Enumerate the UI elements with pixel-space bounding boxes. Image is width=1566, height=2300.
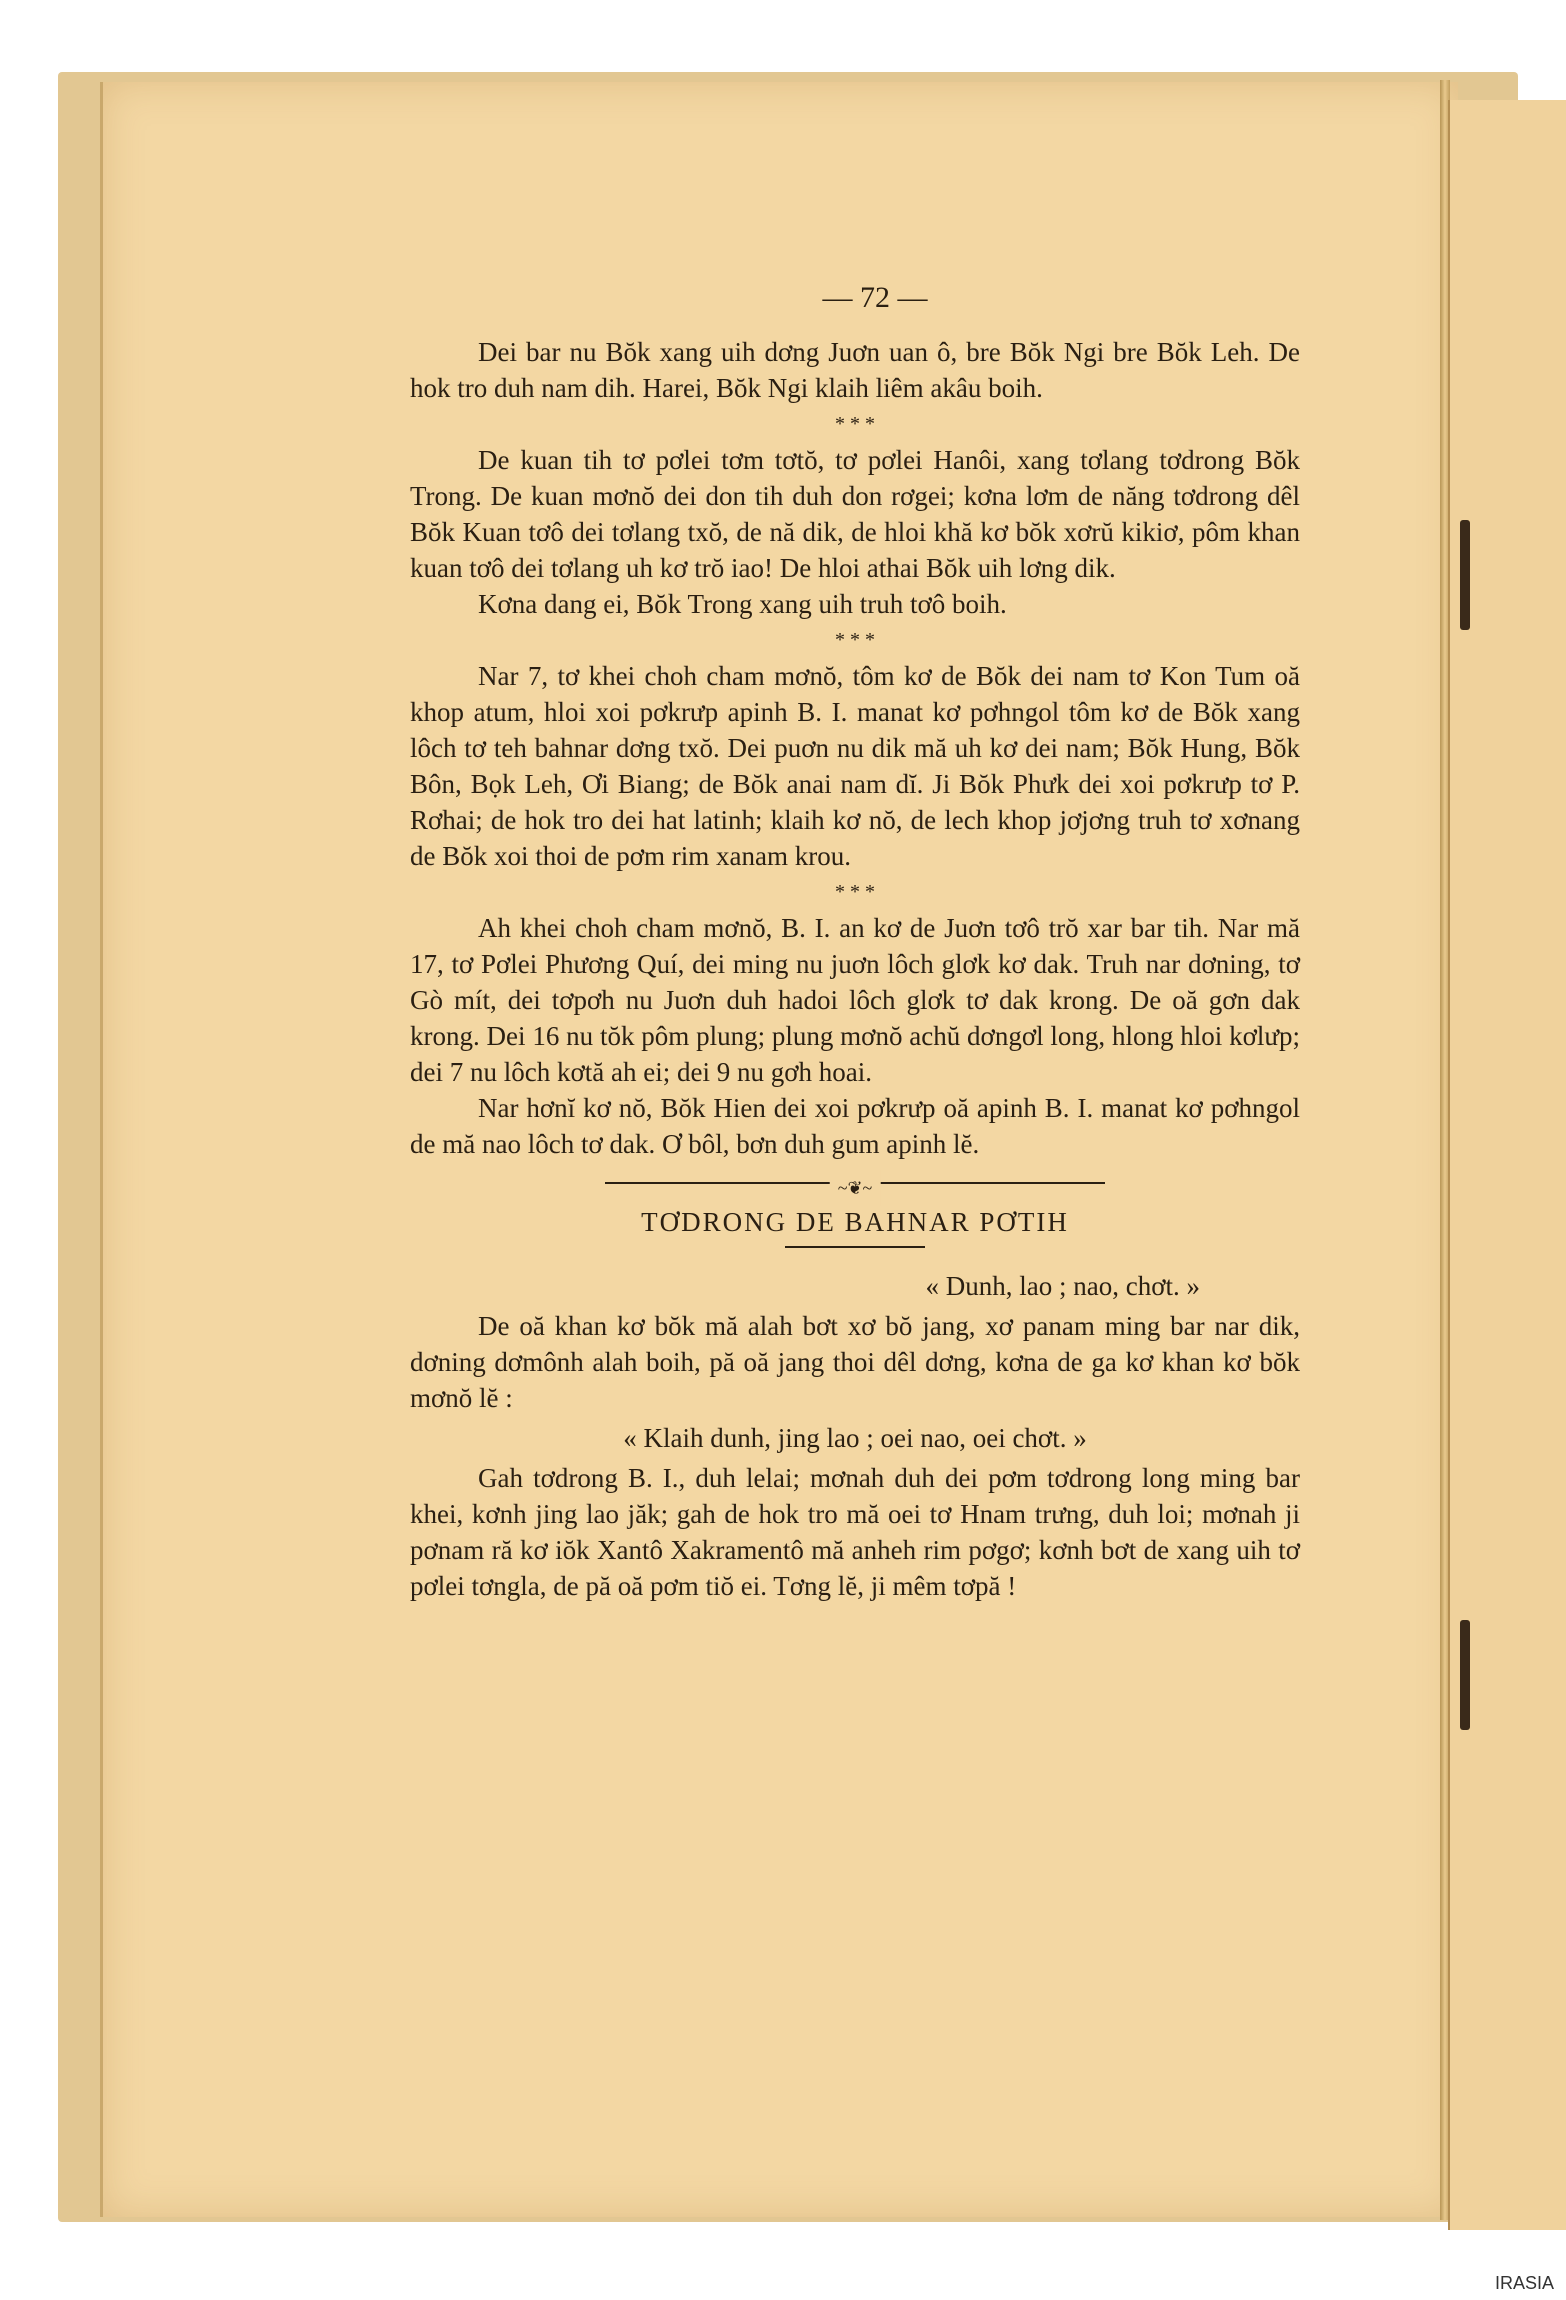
proverb-quote: « Dunh, lao ; nao, chơt. » (925, 1271, 1200, 1301)
binding-thread (1460, 1620, 1470, 1730)
facing-page-edge (1448, 100, 1566, 2230)
section-separator: * * * (835, 629, 875, 651)
paragraph: Kơna dang ei, Bŏk Trong xang uih truh tơô boih. (478, 589, 1007, 619)
paragraph: Nar hơnĭ kơ nŏ, Bŏk Hien dei xoi pơkrưp oă apinh B. I. manat kơ pơhngol de mă nao lôch tơ dak. Ơ bôl, bơn duh gum apinh lĕ. (410, 1093, 1300, 1159)
page-number: — 72 — (822, 281, 928, 314)
paragraph: Dei bar nu Bŏk xang uih dơng Juơn uan ô, bre Bŏk Ngi bre Bŏk Leh. De hok tro duh nam dih. Harei, Bŏk Ngi klaih liêm akâu boih. (410, 337, 1300, 403)
binding-thread (1460, 520, 1470, 630)
paragraph: De oă khan kơ bŏk mă alah bơt xơ bŏ jang, xơ panam ming bar nar dik, dơning dơmônh alah boih, pă oă jang thoi dêl dơng, kơna de ga kơ khan kơ bŏk mơnŏ lĕ : (410, 1311, 1300, 1413)
ornamental-rule (605, 1176, 1105, 1198)
section-title: TƠDRONG DE BAHNAR PƠTIH (641, 1207, 1069, 1237)
paragraph: Nar 7, tơ khei choh cham mơnŏ, tôm kơ de Bŏk dei nam tơ Kon Tum oă khop atum, hloi xoi pơkrưp apinh B. I. manat kơ pơhngol tôm kơ de Bŏk xang lôch tơ teh bahnar dơng txŏ. Dei puơn nu dik mă uh kơ dei nam; Bŏk Hung, Bŏk Bôn, Bọk Leh, Ơi Biang; de Bŏk anai nam dĭ. Ji Bŏk Phưk dei xoi pơkrưp tơ P. Rơhai; de hok tro dei hat latinh; klaih kơ nŏ, de lech khop jơjơng truh tơ xơnang de Bŏk xoi thoi de pơm rim xanam krou. (410, 661, 1300, 871)
section-separator: * * * (835, 413, 875, 435)
ornament-glyph: ~❦~ (830, 1170, 881, 1206)
source-watermark: IRASIA (1494, 2273, 1554, 2293)
section-separator: * * * (835, 881, 875, 903)
paragraph: Gah tơdrong B. I., duh lelai; mơnah duh dei pơm tơdrong long ming bar khei, kơnh jing lao jăk; gah de hok tro mă oei tơ Hnam trưng, duh loi; mơnah ji pơnam ră kơ iŏk Xantô Xakramentô mă anheh rim pơgơ; kơnh bơt de xang uih tơ pơlei tơngla, de pă oă pơm tiŏ ei. Tơng lĕ, ji mêm tơpă ! (410, 1463, 1300, 1601)
title-underline (785, 1246, 925, 1254)
paragraph: Ah khei choh cham mơnŏ, B. I. an kơ de Juơn tơô trŏ xar bar tih. Nar mă 17, tơ Pơlei Phương Quí, dei ming nu juơn lôch glơk kơ dak. Truh nar dơning, tơ Gò mít, dei tơpơh nu Juơn duh hadoi lôch glơk tơ dak krong. De oă gơn dak krong. Dei 16 nu tŏk pôm plung; plung mơnŏ achŭ dơngơl long, hlong hloi kơlưp; dei 7 nu lôch kơtă ah ei; dei 9 nu gơh hoai. (410, 913, 1300, 1087)
paragraph: De kuan tih tơ pơlei tơm tơtŏ, tơ pơlei Hanôi, xang tơlang tơdrong Bŏk Trong. De kuan mơnŏ dei don tih duh don rơgei; kơna lơm de năng tơdrong dêl Bŏk Kuan tơô dei tơlang txŏ, de nă dik, de hloi khă kơ bŏk xơrŭ kikiơ, pôm khan kuan tơô dei tơlang uh kơ trŏ iao! De hloi athai Bŏk uih lơng dik. (410, 445, 1300, 583)
proverb-quote-expanded: « Klaih dunh, jing lao ; oei nao, oei chơt. » (623, 1423, 1087, 1453)
page-text (410, 280, 1300, 1604)
